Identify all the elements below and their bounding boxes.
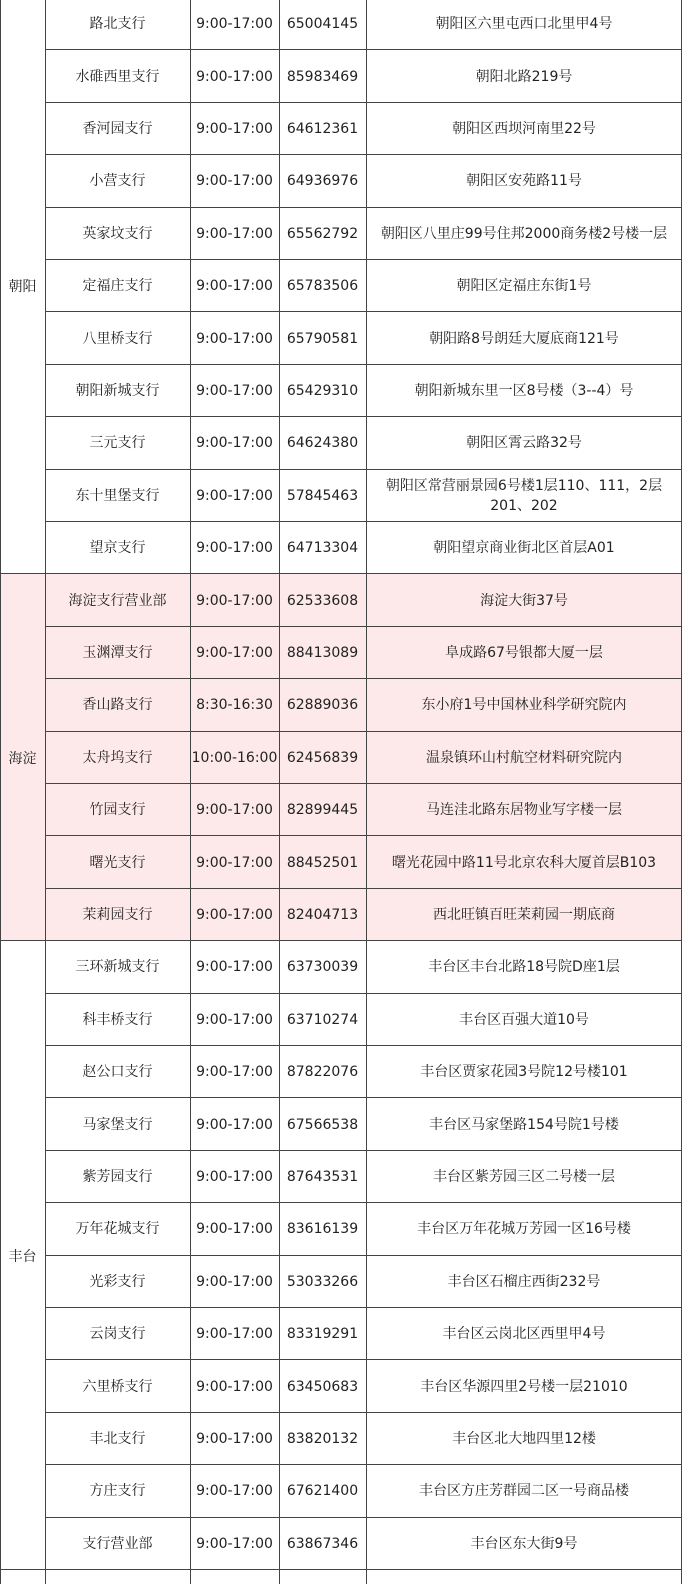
branch-name-cell: 赵公口支行 (82, 1064, 153, 1081)
business-hours-cell: 9:00-17:00 (196, 906, 273, 923)
table-row (0, 208, 682, 260)
business-hours-cell: 9:00-17:00 (196, 1326, 273, 1343)
business-hours-cell: 9:00-17:00 (196, 1535, 273, 1552)
table-row (0, 1203, 682, 1255)
address-cell: 朝阳区西坝河南里22号 (452, 120, 596, 137)
phone-cell: 62456839 (286, 749, 359, 766)
phone-cell: 63730039 (286, 959, 359, 976)
address-cell: 丰台区贾家花园3号院12号楼101 (420, 1064, 628, 1081)
table-row (0, 1308, 682, 1360)
phone-cell: 65790581 (286, 330, 359, 347)
address-cell: 海淀大街37号 (480, 592, 568, 609)
branch-name-cell: 朝阳新城支行 (75, 382, 160, 399)
table-row (0, 155, 682, 207)
table-left-border (0, 0, 1, 1584)
branch-name-cell: 香山路支行 (82, 697, 153, 714)
column-divider (45, 0, 46, 1584)
address-cell: 丰台区方庄芳群园二区一号商品楼 (419, 1483, 629, 1500)
table-row (0, 103, 682, 155)
column-divider (279, 0, 280, 1584)
phone-cell: 65429310 (286, 382, 359, 399)
address-cell: 朝阳北路219号 (475, 68, 573, 85)
phone-cell: 82899445 (286, 802, 359, 819)
table-row (0, 836, 682, 888)
business-hours-cell: 9:00-17:00 (196, 1483, 273, 1500)
business-hours-cell: 9:00-17:00 (196, 1273, 273, 1290)
address-cell: 丰台区万年花城万芳园一区16号楼 (417, 1221, 631, 1238)
branch-name-cell: 紫芳园支行 (82, 1168, 153, 1185)
business-hours-cell: 9:00-17:00 (196, 802, 273, 819)
address-cell: 朝阳新城东里一区8号楼（3--4）号 (414, 382, 634, 399)
table-row (0, 627, 682, 679)
phone-cell: 62889036 (286, 697, 359, 714)
table-row (0, 941, 682, 993)
table-row (0, 0, 682, 50)
table-row (0, 889, 682, 941)
table-row (0, 994, 682, 1046)
branch-name-cell: 光彩支行 (89, 1273, 146, 1290)
phone-cell: 64936976 (286, 173, 359, 190)
address-cell: 丰台区丰台北路18号院D座1层 (428, 959, 620, 976)
phone-cell: 83319291 (286, 1326, 359, 1343)
phone-cell: 83820132 (286, 1430, 359, 1447)
branch-name-cell: 小营支行 (89, 173, 146, 190)
table-row (0, 417, 682, 469)
phone-cell: 87643531 (286, 1168, 359, 1185)
phone-cell: 88452501 (286, 854, 359, 871)
address-cell: 丰台区华源四里2号楼一层21010 (420, 1378, 628, 1395)
address-cell: 东小府1号中国林业科学研究院内 (421, 697, 627, 714)
table-row (0, 1360, 682, 1412)
branch-name-cell: 水碓西里支行 (75, 68, 160, 85)
branch-name-cell: 万年花城支行 (75, 1221, 160, 1238)
table-row (0, 1413, 682, 1465)
business-hours-cell: 9:00-17:00 (196, 330, 273, 347)
branch-name-cell: 曙光支行 (89, 854, 146, 871)
branch-name-cell: 支行营业部 (82, 1535, 153, 1552)
row-divider (0, 1569, 682, 1570)
table-row (0, 260, 682, 312)
business-hours-cell: 9:00-17:00 (196, 278, 273, 295)
business-hours-cell: 9:00-17:00 (196, 120, 273, 137)
phone-cell: 63450683 (286, 1378, 359, 1395)
business-hours-cell: 9:00-17:00 (196, 225, 273, 242)
branch-name-cell: 六里桥支行 (82, 1378, 153, 1395)
address-cell: 朝阳路8号朗廷大厦底商121号 (429, 330, 619, 347)
branch-name-cell: 云岗支行 (89, 1326, 146, 1343)
table-row (0, 574, 682, 626)
table-row (0, 312, 682, 364)
business-hours-cell: 9:00-17:00 (196, 592, 273, 609)
branch-name-cell: 定福庄支行 (82, 278, 153, 295)
branch-name-cell: 三环新城支行 (75, 959, 160, 976)
district-label: 丰台 (8, 1248, 37, 1265)
business-hours-cell: 9:00-17:00 (196, 1430, 273, 1447)
branch-name-cell: 丰北支行 (89, 1430, 146, 1447)
address-cell: 朝阳区霄云路32号 (466, 435, 582, 452)
phone-cell: 53033266 (286, 1273, 359, 1290)
table-row (0, 679, 682, 731)
address-cell: 丰台区云岗北区西里甲4号 (442, 1326, 606, 1343)
business-hours-cell: 10:00-16:00 (191, 749, 278, 766)
phone-cell: 67621400 (286, 1483, 359, 1500)
branch-name-cell: 三元支行 (89, 435, 146, 452)
business-hours-cell: 9:00-17:00 (196, 540, 273, 557)
table-row (0, 1518, 682, 1570)
phone-cell: 57845463 (286, 487, 359, 504)
branch-name-cell: 香河园支行 (82, 120, 153, 137)
business-hours-cell: 9:00-17:00 (196, 16, 273, 33)
address-cell: 朝阳区八里庄99号住邦2000商务楼2号楼一层 (380, 225, 668, 242)
phone-cell: 65562792 (286, 225, 359, 242)
table-row (0, 470, 682, 522)
address-cell: 丰台区马家堡路154号院1号楼 (429, 1116, 619, 1133)
column-divider (190, 0, 191, 1584)
business-hours-cell: 9:00-17:00 (196, 1378, 273, 1395)
branch-name-cell: 茉莉园支行 (82, 906, 153, 923)
table-row (0, 365, 682, 417)
business-hours-cell: 9:00-17:00 (196, 854, 273, 871)
branch-name-cell: 路北支行 (89, 16, 146, 33)
branch-name-cell: 望京支行 (89, 540, 146, 557)
branch-name-cell: 方庄支行 (89, 1483, 146, 1500)
table-row (0, 732, 682, 784)
address-cell: 朝阳望京商业街北区首层A01 (433, 540, 615, 557)
business-hours-cell: 9:00-17:00 (196, 959, 273, 976)
address-cell: 丰台区石榴庄西街232号 (447, 1273, 601, 1290)
business-hours-cell: 9:00-17:00 (196, 173, 273, 190)
district-label: 朝阳 (8, 279, 37, 296)
table-row (0, 1046, 682, 1098)
district-label: 海淀 (8, 750, 37, 767)
business-hours-cell: 9:00-17:00 (196, 1064, 273, 1081)
address-cell: 丰台区北大地四里12楼 (452, 1430, 596, 1447)
address-cell: 朝阳区常营丽景园6号楼1层110、111，2层201、202 (385, 477, 663, 514)
address-cell: 丰台区东大街9号 (470, 1535, 578, 1552)
table-row (0, 522, 682, 574)
phone-cell: 65783506 (286, 278, 359, 295)
business-hours-cell: 9:00-17:00 (196, 644, 273, 661)
branch-name-cell: 马家堡支行 (82, 1116, 153, 1133)
branch-name-cell: 科丰桥支行 (82, 1011, 153, 1028)
phone-cell: 88413089 (286, 644, 359, 661)
branch-name-cell: 东十里堡支行 (75, 487, 160, 504)
business-hours-cell: 9:00-17:00 (196, 382, 273, 399)
business-hours-cell: 8:30-16:30 (196, 697, 273, 714)
phone-cell: 64612361 (286, 120, 359, 137)
business-hours-cell: 9:00-17:00 (196, 1011, 273, 1028)
business-hours-cell: 9:00-17:00 (196, 68, 273, 85)
address-cell: 朝阳区安苑路11号 (466, 173, 582, 190)
phone-cell: 63710274 (286, 1011, 359, 1028)
business-hours-cell: 9:00-17:00 (196, 1116, 273, 1133)
business-hours-cell: 9:00-17:00 (196, 1221, 273, 1238)
phone-cell: 62533608 (286, 592, 359, 609)
address-cell: 曙光花园中路11号北京农科大厦首层B103 (391, 854, 657, 871)
phone-cell: 82404713 (286, 906, 359, 923)
phone-cell: 67566538 (286, 1116, 359, 1133)
address-cell: 丰台区紫芳园三区二号楼一层 (433, 1168, 615, 1185)
phone-cell: 85983469 (286, 68, 359, 85)
phone-cell: 64713304 (286, 540, 359, 557)
phone-cell: 63867346 (286, 1535, 359, 1552)
address-cell: 阜成路67号银都大厦一层 (445, 644, 603, 661)
table-row (0, 1465, 682, 1517)
phone-cell: 83616139 (286, 1221, 359, 1238)
address-cell: 温泉镇环山村航空材料研究院内 (426, 749, 622, 766)
branch-name-cell: 竹园支行 (89, 802, 146, 819)
branch-name-cell: 玉渊潭支行 (82, 644, 153, 661)
address-cell: 西北旺镇百旺茉莉园一期底商 (433, 906, 615, 923)
branch-name-cell: 八里桥支行 (82, 330, 153, 347)
column-divider (366, 0, 367, 1584)
branch-name-cell: 英家坟支行 (82, 225, 153, 242)
branch-name-cell: 海淀支行营业部 (68, 592, 167, 609)
phone-cell: 87822076 (286, 1064, 359, 1081)
phone-cell: 64624380 (286, 435, 359, 452)
table-row (0, 1256, 682, 1308)
business-hours-cell: 9:00-17:00 (196, 1168, 273, 1185)
business-hours-cell: 9:00-17:00 (196, 487, 273, 504)
branch-name-cell: 太舟坞支行 (82, 749, 153, 766)
address-cell: 朝阳区六里屯西口北里甲4号 (435, 16, 613, 33)
table-row (0, 50, 682, 102)
address-cell: 马连洼北路东居物业写字楼一层 (426, 802, 622, 819)
address-cell: 朝阳区定福庄东街1号 (456, 278, 592, 295)
table-row (0, 784, 682, 836)
phone-cell: 65004145 (286, 16, 359, 33)
address-cell: 丰台区百强大道10号 (459, 1011, 589, 1028)
table-row (0, 1098, 682, 1150)
business-hours-cell: 9:00-17:00 (196, 435, 273, 452)
table-row (0, 1151, 682, 1203)
